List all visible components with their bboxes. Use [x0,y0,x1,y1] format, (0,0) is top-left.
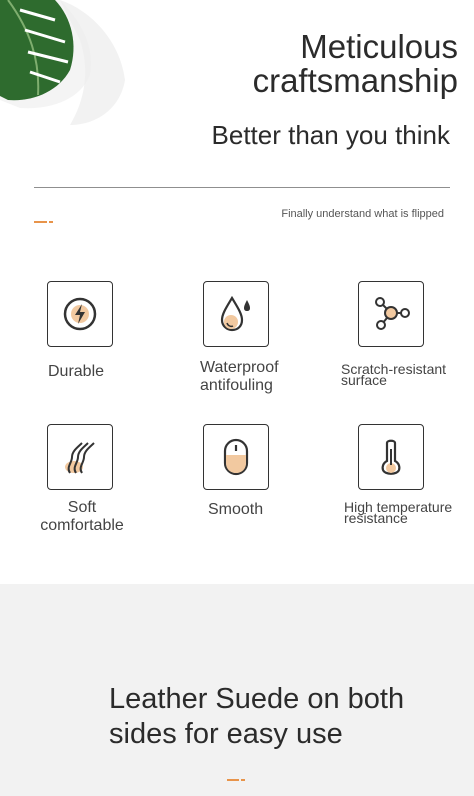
divider [34,187,450,188]
monstera-leaf-decoration [0,0,140,140]
thermometer-icon [369,435,413,479]
waterproof-feature-icon-box [203,281,269,347]
accent-dash [34,221,54,223]
durable-feature-icon-box [47,281,113,347]
page-subtitle: Better than you think [211,120,450,150]
feature-label-scratch-resistant: Scratch-resistant surface [341,361,447,388]
waves-icon [58,435,102,479]
bottom-title: Leather Suede on both sides for easy use [109,683,405,750]
scratch-resistant-feature-icon-box [358,281,424,347]
flip-note: Finally understand what is flipped [281,208,444,220]
soft-feature-icon-box [47,424,113,490]
feature-label-waterproof: Waterproof antifouling [200,359,279,394]
feature-label-soft: Soft comfortable [40,499,124,534]
feature-label-durable: Durable [48,363,105,380]
feature-label-high-temperature: High temperature resistance [344,499,453,526]
page-title: Meticulous craftsmanship [252,28,458,99]
molecule-icon [368,291,414,337]
smooth-feature-icon-box [203,424,269,490]
bottom-accent-dash [227,779,247,781]
high-temperature-feature-icon-box [358,424,424,490]
lightning-icon [60,294,100,334]
feature-label-smooth: Smooth [208,501,264,518]
mouse-icon [214,435,258,479]
water-drop-icon [214,292,258,336]
